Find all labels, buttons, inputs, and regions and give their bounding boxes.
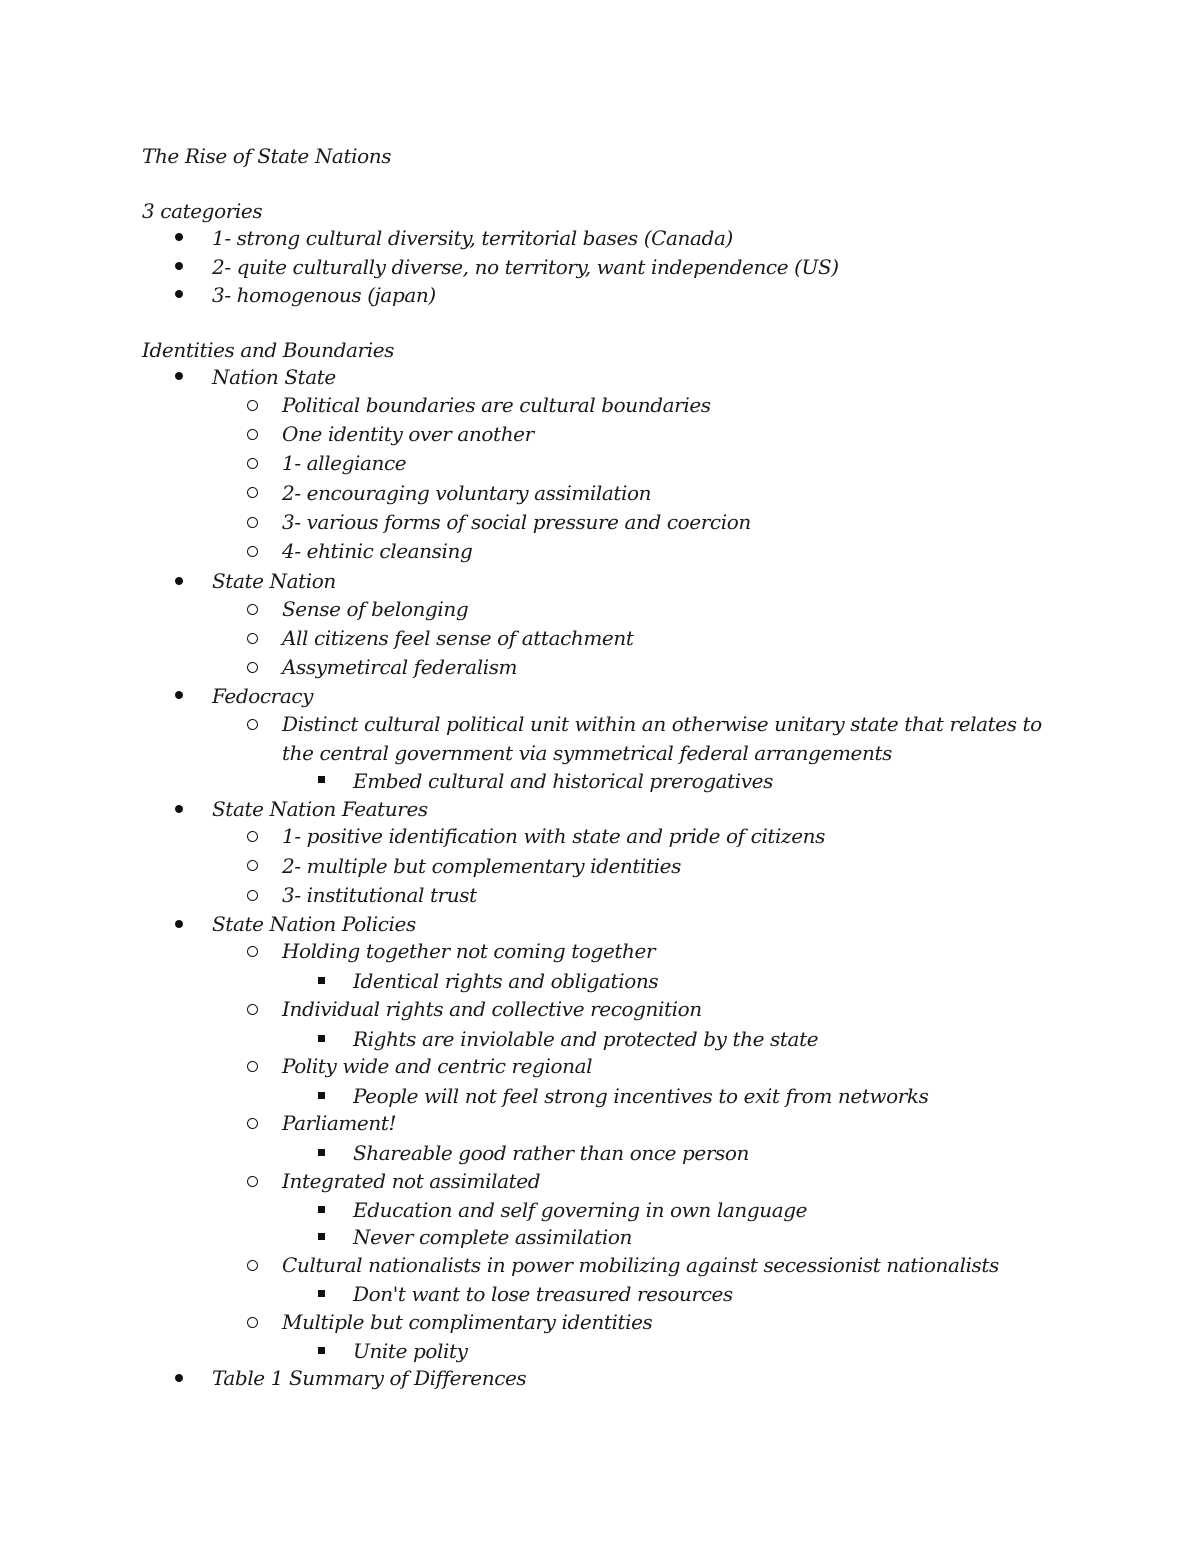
list-item: 2- multiple but complementary identities: [282, 854, 681, 878]
list-item: Polity wide and centric regional: [282, 1054, 593, 1078]
list-item: 3- homogenous (japan): [212, 283, 436, 307]
bullet-disc-icon: [175, 805, 183, 813]
bullet-disc-icon: [175, 577, 183, 585]
bullet-circle-icon: [247, 604, 258, 615]
list-item: Don't want to lose treasured resources: [353, 1282, 733, 1306]
bullet-circle-icon: [247, 633, 258, 644]
list-item: Holding together not coming together: [282, 939, 656, 963]
bullet-disc-icon: [175, 262, 183, 270]
bullet-square-icon: [318, 1233, 325, 1240]
section-heading-categories: 3 categories: [142, 199, 263, 223]
bullet-square-icon: [318, 1290, 325, 1297]
list-item: Multiple but complimentary identities: [282, 1310, 653, 1334]
bullet-square-icon: [318, 1092, 325, 1099]
list-item: Unite polity: [353, 1339, 468, 1363]
bullet-circle-icon: [247, 487, 258, 498]
list-item-nation-state: Nation State: [212, 365, 336, 389]
list-item: Identical rights and obligations: [353, 969, 659, 993]
list-item: Never complete assimilation: [353, 1225, 632, 1249]
bullet-circle-icon: [247, 400, 258, 411]
list-item: All citizens feel sense of attachment: [282, 626, 634, 650]
list-item: 1- strong cultural diversity, territorial bases (Canada): [212, 226, 733, 250]
list-item: Parliament!: [282, 1111, 397, 1135]
document-title: The Rise of State Nations: [142, 144, 392, 168]
list-item: 4- ehtinic cleansing: [282, 539, 473, 563]
bullet-circle-icon: [247, 429, 258, 440]
bullet-circle-icon: [247, 719, 258, 730]
list-item: Embed cultural and historical prerogatives: [353, 769, 773, 793]
bullet-circle-icon: [247, 1260, 258, 1271]
list-item: 2- encouraging voluntary assimilation: [282, 481, 652, 505]
bullet-circle-icon: [247, 890, 258, 901]
bullet-circle-icon: [247, 662, 258, 673]
bullet-disc-icon: [175, 1374, 183, 1382]
bullet-circle-icon: [247, 458, 258, 469]
list-item: People will not feel strong incentives to exit from networks: [353, 1084, 929, 1108]
bullet-circle-icon: [247, 860, 258, 871]
list-item-fedocracy: Fedocracy: [212, 684, 314, 708]
section-heading-identities: Identities and Boundaries: [142, 338, 394, 362]
list-item-state-nation: State Nation: [212, 569, 336, 593]
bullet-circle-icon: [247, 1118, 258, 1129]
list-item: 1- positive identification with state and pride of citizens: [282, 824, 825, 848]
list-item: Political boundaries are cultural boundaries: [282, 393, 711, 417]
bullet-circle-icon: [247, 1004, 258, 1015]
bullet-circle-icon: [247, 1176, 258, 1187]
list-item: Education and self governing in own language: [353, 1198, 808, 1222]
list-item: Assymetircal federalism: [282, 655, 518, 679]
list-item: One identity over another: [282, 422, 534, 446]
list-item: 3- various forms of social pressure and coercion: [282, 510, 751, 534]
list-item-features: State Nation Features: [212, 797, 428, 821]
list-item: Distinct cultural political unit within an otherwise unitary state that relates to: [282, 712, 1042, 736]
bullet-square-icon: [318, 1347, 325, 1354]
bullet-disc-icon: [175, 372, 183, 380]
list-item: Sense of belonging: [282, 597, 469, 621]
bullet-disc-icon: [175, 920, 183, 928]
bullet-circle-icon: [247, 1317, 258, 1328]
list-item: 3- institutional trust: [282, 883, 477, 907]
list-item-continuation: the central government via symmetrical federal arrangements: [282, 741, 892, 765]
list-item: Rights are inviolable and protected by the state: [353, 1027, 819, 1051]
list-item: Integrated not assimilated: [282, 1169, 541, 1193]
list-item: Shareable good rather than once person: [353, 1141, 750, 1165]
bullet-circle-icon: [247, 546, 258, 557]
bullet-square-icon: [318, 776, 325, 783]
list-item: Cultural nationalists in power mobilizing against secessionist nationalists: [282, 1253, 999, 1277]
list-item: Individual rights and collective recognition: [282, 997, 702, 1021]
bullet-circle-icon: [247, 831, 258, 842]
bullet-square-icon: [318, 1149, 325, 1156]
bullet-disc-icon: [175, 691, 183, 699]
bullet-circle-icon: [247, 1061, 258, 1072]
bullet-square-icon: [318, 1035, 325, 1042]
list-item-policies: State Nation Policies: [212, 912, 416, 936]
list-item-table-ref: Table 1 Summary of Differences: [212, 1366, 527, 1390]
list-item: 1- allegiance: [282, 451, 407, 475]
bullet-disc-icon: [175, 233, 183, 241]
bullet-square-icon: [318, 1206, 325, 1213]
bullet-disc-icon: [175, 290, 183, 298]
bullet-circle-icon: [247, 517, 258, 528]
list-item: 2- quite culturally diverse, no territory, want independence (US): [212, 255, 839, 279]
bullet-circle-icon: [247, 946, 258, 957]
bullet-square-icon: [318, 977, 325, 984]
